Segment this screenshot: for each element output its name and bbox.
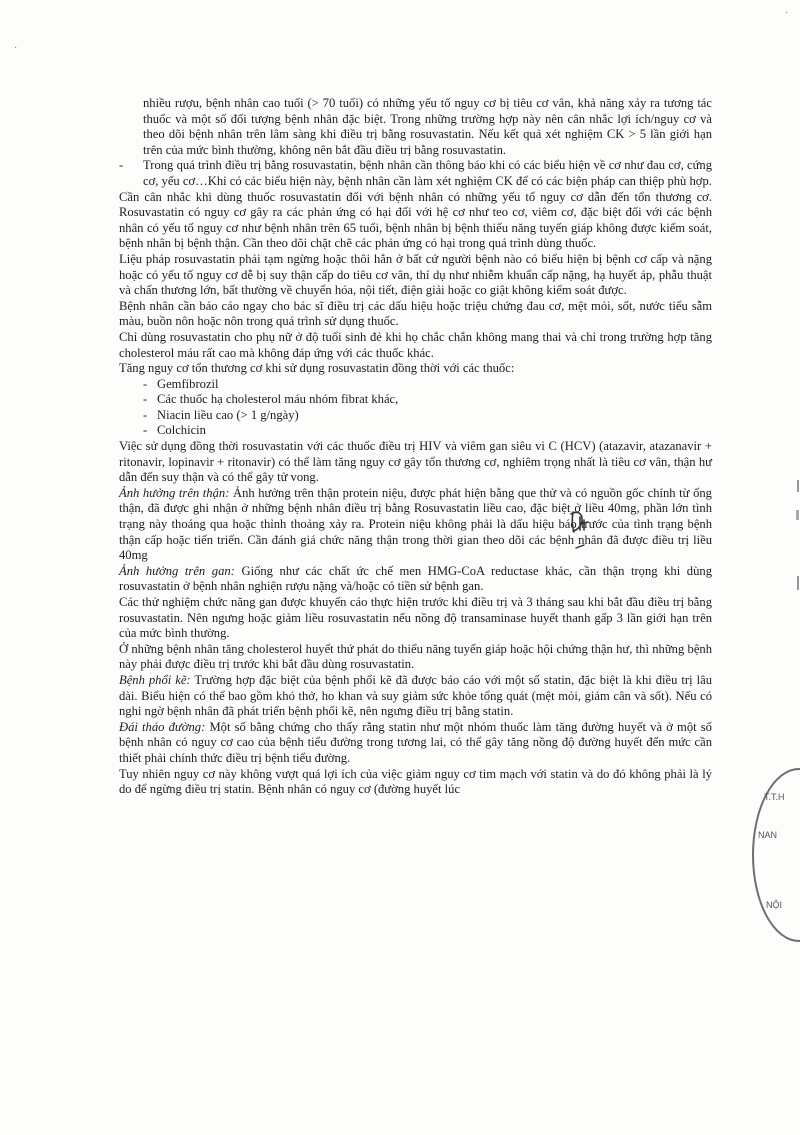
bullet-dash: - <box>143 423 148 438</box>
bullet-text: Trong quá trình điều trị bằng rosuvastatin, bệnh nhân cần thông báo khi có các biểu hiện về cơ như đau cơ, cứng cơ, yếu cơ…Khi có các biểu hiện này, bệnh nhân cần làm xét nghiệm CK để có các biện pháp can thiệp phù hợp. <box>143 158 712 188</box>
document-body <box>119 96 712 798</box>
section-heading: Đái tháo đường: <box>119 719 206 734</box>
bullet-dash: - <box>119 158 124 173</box>
list-item <box>143 377 712 393</box>
section-text: Giống như các chất ức chế men HMG-CoA reductase khác, cần thận trọng khi dùng rosuvastatin ở bệnh nhân nghiện rượu nặng và/hoặc có tiền sử bệnh gan. <box>119 563 712 594</box>
list-item <box>143 408 712 424</box>
list-item <box>143 423 712 439</box>
paragraph-diabetes <box>119 720 712 767</box>
section-text: Trường hợp đặc biệt của bệnh phổi kẽ đã được báo cáo với một số statin, đặc biệt là khi điều trị lâu dài. Biểu hiện có thể bao gồm khó thở, ho khan và suy giảm sức khỏe tổng quát (mệt mỏi, giảm cân và sốt). Nếu có nghi ngờ bệnh nhân đã phát triển bệnh phổi kẽ, nên ngưng điều trị bằng statin. <box>119 672 712 719</box>
section-heading: Ảnh hưởng trên thận: <box>119 485 230 500</box>
list-item <box>143 392 712 408</box>
paragraph-report-symptoms: Bệnh nhân cần báo cáo ngay cho bác sĩ điều trị các dấu hiệu hoặc triệu chứng đau cơ, mệt mỏi, sốt, nước tiểu sẫm màu, buồn nôn hoặc nôn trong quá trình sử dụng thuốc. <box>119 298 712 329</box>
paragraph-interactions-intro: Tăng nguy cơ tổn thương cơ khi sử dụng rosuvastatin đồng thời với các thuốc: <box>119 361 515 376</box>
bullet-dash: - <box>143 376 148 391</box>
stamp-text: NAN <box>758 830 778 840</box>
paragraph-stop-therapy: Liệu pháp rosuvastatin phải tạm ngừng hoặc thôi hẳn ở bất cứ người bệnh nào có biểu hiện bị bệnh cơ cấp và nặng hoặc có yếu tố nguy cơ dễ bị suy thận cấp do tiêu cơ vân, thí dụ như nhiễm khuẩn cấp nặng, hạ huyết áp, phẫu thuật và chấn thương lớn, bất thường về chuyển hóa, nội tiết, điện giải hoặc co giật không kiểm soát được. <box>119 251 712 298</box>
scan-speck: · <box>14 43 18 54</box>
paragraph-liver <box>119 564 712 595</box>
paragraph-liver-tests: Các thử nghiệm chức năng gan được khuyến cáo thực hiện trước khi điều trị và 3 tháng sau khi bắt đầu điều trị bằng rosuvastatin. Nên ngưng hoặc giảm liều rosuvastatin nếu nồng độ transaminase huyết thanh gấp 3 lần giới hạn trên của mức bình thường. <box>119 595 712 641</box>
section-text: Ảnh hưởng trên thận protein niệu, được phát hiện bằng que thử và có nguồn gốc chính từ ống thận, đã được ghi nhận ở những bệnh nhân điều trị bằng Rosuvastatin liều cao, đặc biệt ở liều 40mg, phần lớn tình trạng này thoáng qua hoặc thỉnh thoảng xảy ra. Protein niệu không phải là dấu hiệu báo trước của tình trạng bệnh thận cấp hoặc tiến triển. Cần đánh giá chức năng thận trong thời gian theo dõi các bệnh nhân đã được điều trị liều 40mg <box>119 485 712 563</box>
handwritten-initials <box>568 508 598 554</box>
scan-edge-marks <box>794 480 800 600</box>
paragraph-muscle-caution: Cần cân nhắc khi dùng thuốc rosuvastatin đối với bệnh nhân có những yếu tố nguy cơ dẫn đến tổn thương cơ. Rosuvastatin có nguy cơ gây ra các phản ứng có hại đối với hệ cơ như teo cơ, viêm cơ, đặc biệt đối với các bệnh nhân có yếu tố nguy cơ như bệnh nhân trên 65 tuổi, bệnh nhân bị bệnh thiểu năng tuyến giáp không được kiểm soát, bệnh nhân bị bệnh thận. Cần theo dõi chặt chẽ các phản ứng có hại trong quá trình dùng thuốc. <box>119 189 712 251</box>
paragraph-women: Chỉ dùng rosuvastatin cho phụ nữ ở độ tuổi sinh đẻ khi họ chắc chắn không mang thai và chỉ trong trường hợp tăng cholesterol máu rất cao mà không đáp ứng với các thuốc khác. <box>119 329 712 360</box>
paragraph-hiv-drugs: Việc sử dụng đồng thời rosuvastatin với các thuốc điều trị HIV và viêm gan siêu vi C (HCV) (atazavir, atazanavir + ritonavir, lopinavir + ritonavir) có thể làm tăng nguy cơ gây tổn thương cơ, nghiêm trọng nhất là tiêu cơ vân, thận hư dẫn đến suy thận và có thể gây tử vong. <box>119 439 712 485</box>
section-heading: Bệnh phổi kẽ: <box>119 672 191 687</box>
paragraph-risk-factors: nhiều rượu, bệnh nhân cao tuổi (> 70 tuổi) có những yếu tố nguy cơ bị tiêu cơ vân, khả năng xảy ra tương tác thuốc và một số đối tượng bệnh nhân đặc biệt. Trong những trường hợp này nên cân nhắc lợi ích/nguy cơ và theo dõi bệnh nhân trên lâm sàng khi điều trị bằng rosuvastatin. Nếu kết quả xét nghiệm CK > 5 lần giới hạn trên của mức bình thường, không nên bắt đầu điều trị bằng rosuvastatin. <box>143 96 712 157</box>
paragraph-kidney <box>119 486 712 564</box>
paragraph-lung <box>119 673 712 720</box>
list-item-text: Colchicin <box>157 423 206 438</box>
official-stamp <box>752 768 800 942</box>
drug-list <box>119 377 712 439</box>
bullet-muscle-symptoms <box>119 158 712 189</box>
paragraph-thyroid: Ở những bệnh nhân tăng cholesterol huyết thứ phát do thiểu năng tuyến giáp hoặc hội chứng thận hư, thì những bệnh này phải được điều trị trước khi bắt đầu dùng rosuvastatin. <box>119 641 712 672</box>
scan-speck: · <box>785 8 789 19</box>
section-text: Một số bằng chứng cho thấy rằng statin như một nhóm thuốc làm tăng đường huyết và ở một số bệnh nhân có nguy cơ cao của bệnh tiểu đường trong tương lai, có thể gây tăng nồng độ đường huyết đến mức cần thiết phải chính thức điều trị bệnh tiểu đường. <box>119 719 712 765</box>
section-heading: Ảnh hưởng trên gan: <box>119 563 235 578</box>
list-item-text: Các thuốc hạ cholesterol máu nhóm fibrat khác, <box>157 392 399 407</box>
stamp-text: NỘI <box>766 900 783 910</box>
bullet-dash: - <box>143 407 148 422</box>
stamp-text: T.T.H <box>764 792 785 802</box>
list-item-text: Niacin liều cao (> 1 g/ngày) <box>157 407 299 422</box>
paragraph-final: Tuy nhiên nguy cơ này không vượt quá lợi ích của việc giảm nguy cơ tim mạch với statin và do đó không phải là lý do để ngừng điều trị statin. Bệnh nhân có nguy cơ (đường huyết lúc <box>119 766 712 797</box>
list-item-text: Gemfibrozil <box>157 376 219 391</box>
bullet-dash: - <box>143 392 148 407</box>
